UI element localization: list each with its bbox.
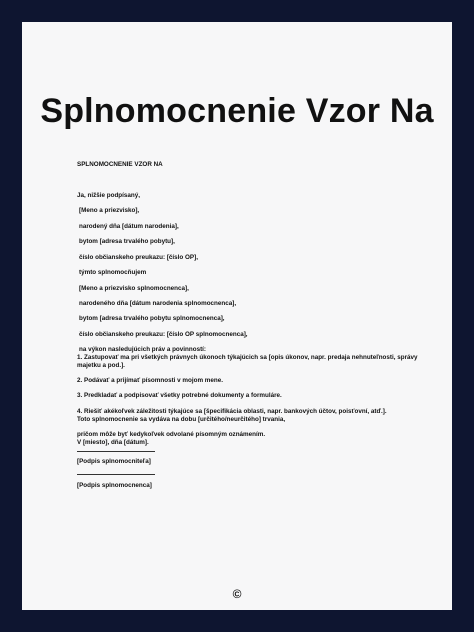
field-id-number: číslo občianskeho preukazu: [číslo OP], xyxy=(79,254,198,261)
signature-line-attorney xyxy=(77,474,155,475)
field-attorney-address: bytom [adresa trvalého pobytu splnomocnenca], xyxy=(79,315,225,322)
signature-line-principal xyxy=(77,451,155,452)
signature-attorney-label: [Podpis splnomocnenca] xyxy=(77,482,152,489)
field-address: bytom [adresa trvalého pobytu], xyxy=(79,238,175,245)
field-attorney-id: číslo občianskeho preukazu: [číslo OP splnomocnenca], xyxy=(79,331,248,338)
revocation-line: pričom môže byť kedykoľvek odvolané písomným oznámením. xyxy=(77,431,266,438)
rights-intro: na výkon nasledujúcich práv a povinností: xyxy=(79,346,207,353)
field-birth-date: narodený dňa [dátum narodenia], xyxy=(79,223,179,230)
field-name: [Meno a priezvisko], xyxy=(79,207,140,214)
intro-line: Ja, nižšie podpísaný, xyxy=(77,192,140,199)
field-attorney-birth-date: narodeného dňa [dátum narodenia splnomocnenca], xyxy=(79,300,237,307)
list-item-2: 2. Podávať a prijímať písomnosti v mojom mene. xyxy=(77,377,224,384)
document-heading: SPLNOMOCNENIE VZOR NA xyxy=(77,161,163,168)
validity-line: Toto splnomocnenie sa vydáva na dobu [určitého/neurčitého] trvania, xyxy=(77,416,286,423)
authorization-line: týmto splnomocňujem xyxy=(79,269,147,276)
document-page xyxy=(22,22,452,610)
field-attorney-name: [Meno a priezvisko splnomocnenca], xyxy=(79,285,189,292)
list-item-1: 1. Zastupovať ma pri všetkých právnych úkonoch týkajúcich sa [opis úkonov, napr. predaja nehnuteľnosti, správy majetku a pod.]. xyxy=(77,354,418,369)
list-item-3: 3. Predkladať a podpisovať všetky potrebné dokumenty a formuláre. xyxy=(77,392,282,399)
list-item-4: 4. Riešiť akékoľvek záležitosti týkajúce sa [špecifikácia oblasti, napr. bankových účtov, poisťovní, atď.]. xyxy=(77,408,387,415)
copyright-icon: © xyxy=(232,587,242,601)
page-title: Splnomocnenie Vzor Na xyxy=(40,92,434,130)
signature-principal-label: [Podpis splnomocniteľa] xyxy=(77,458,151,465)
place-date-line: V [miesto], dňa [dátum]. xyxy=(77,439,149,446)
